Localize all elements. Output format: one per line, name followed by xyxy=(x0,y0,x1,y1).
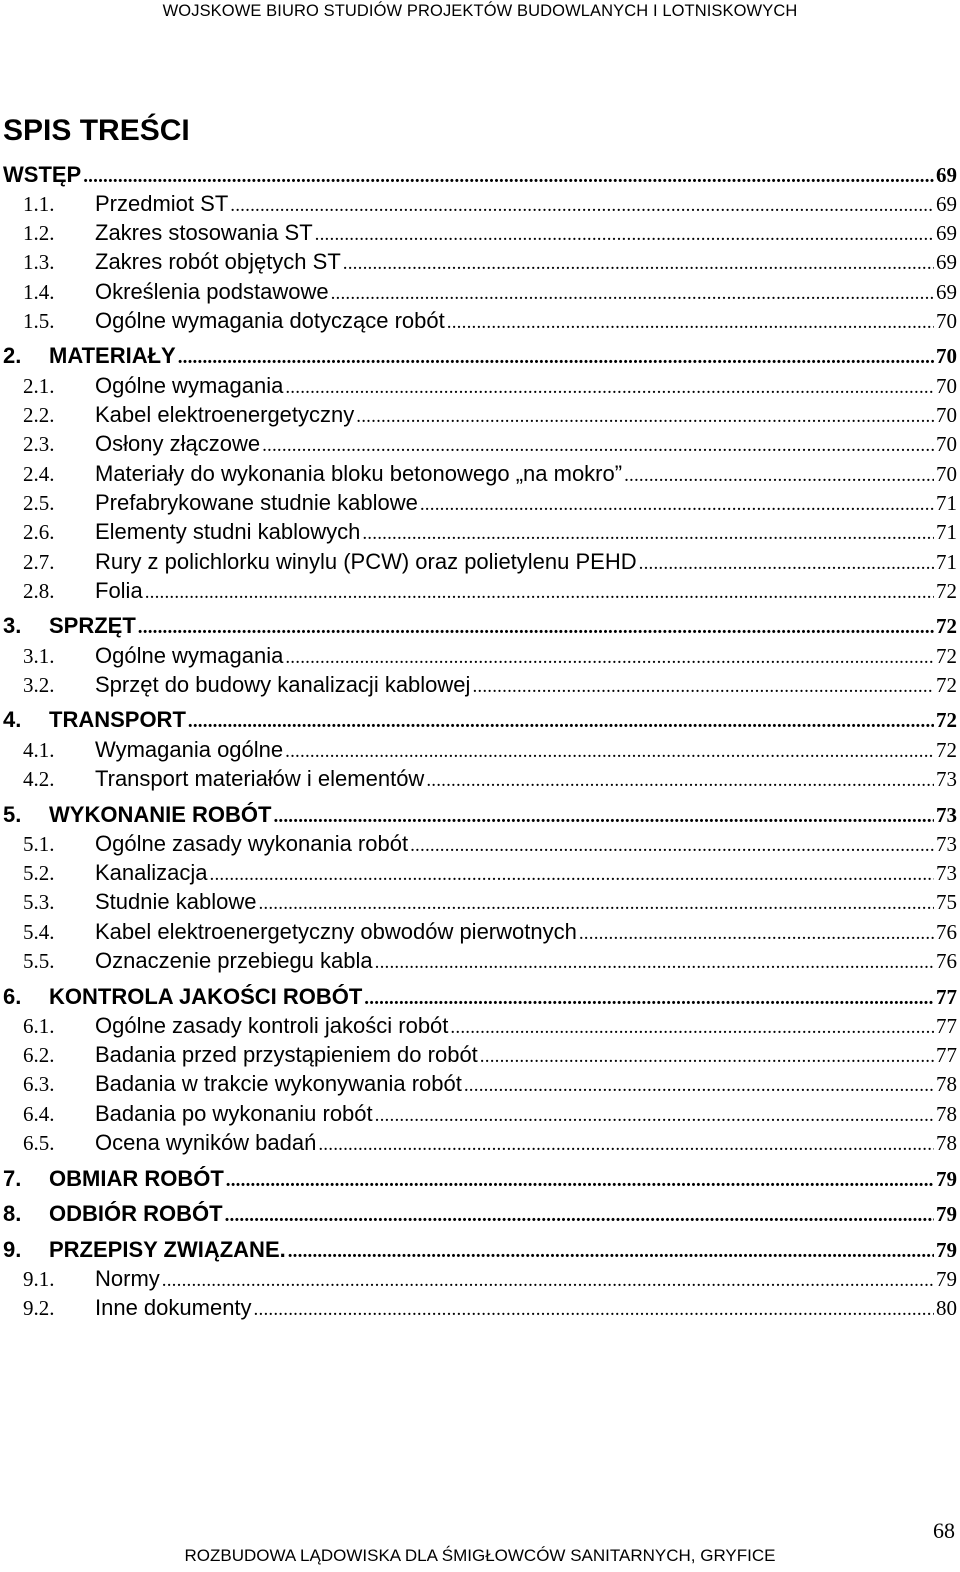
toc-entry-label: Przedmiot ST xyxy=(95,190,229,216)
toc-dot-leader xyxy=(83,166,934,188)
toc-dot-leader xyxy=(288,1241,934,1263)
toc-entry-label: Kabel elektroenergetyczny obwodów pierwotnych xyxy=(95,918,577,944)
toc-entry-label: Oznaczenie przebiegu kabla xyxy=(95,948,373,974)
table-of-contents xyxy=(0,156,960,1325)
toc-entry-label: Ogólne zasady kontroli jakości robót xyxy=(95,1012,449,1038)
toc-dot-leader xyxy=(178,347,934,369)
toc-entry-number: 9. xyxy=(3,1236,22,1262)
toc-dot-leader xyxy=(375,952,934,974)
toc-entry-label: Inne dokumenty xyxy=(95,1295,252,1321)
toc-entry-label: Normy xyxy=(95,1265,160,1291)
toc-entry-label: OBMIAR ROBÓT xyxy=(49,1165,224,1191)
toc-entry-page: 73 xyxy=(936,831,957,856)
toc-entry-label: Zakres robót objętych ST xyxy=(95,249,341,275)
toc-entry-number: 7. xyxy=(3,1165,22,1191)
toc-entry-page: 69 xyxy=(936,191,957,216)
toc-entry[interactable] xyxy=(0,1267,960,1296)
toc-entry-number: 5.4. xyxy=(23,919,55,944)
toc-entry-page: 75 xyxy=(936,890,957,915)
toc-entry-label: Kabel elektroenergetyczny xyxy=(95,402,355,428)
toc-dot-leader xyxy=(426,770,934,792)
toc-dot-leader xyxy=(285,647,934,669)
toc-dot-leader xyxy=(285,741,934,763)
toc-entry-page: 73 xyxy=(936,767,957,792)
toc-entry-label: Ogólne zasady wykonania robót xyxy=(95,830,409,856)
toc-entry-page: 78 xyxy=(936,1131,957,1156)
toc-entry[interactable] xyxy=(0,643,960,672)
toc-dot-leader xyxy=(138,617,934,639)
toc-entry[interactable] xyxy=(0,520,960,549)
toc-entry-label: Osłony złączowe xyxy=(95,431,261,457)
toc-entry[interactable] xyxy=(0,1160,960,1196)
toc-dot-leader xyxy=(331,283,934,305)
toc-dot-leader xyxy=(375,1105,934,1127)
toc-entry-page: 72 xyxy=(936,614,957,639)
toc-entry[interactable] xyxy=(0,919,960,948)
toc-dot-leader xyxy=(480,1046,934,1068)
toc-entry-page: 70 xyxy=(936,373,957,398)
toc-dot-leader xyxy=(226,1170,934,1192)
toc-dot-leader xyxy=(579,923,934,945)
toc-dot-leader xyxy=(254,1299,934,1321)
toc-dot-leader xyxy=(162,1270,934,1292)
toc-entry-number: 2.5. xyxy=(23,490,55,515)
toc-entry-label: Prefabrykowane studnie kablowe xyxy=(95,489,418,515)
toc-entry[interactable] xyxy=(0,309,960,338)
toc-entry-label: Kanalizacja xyxy=(95,860,208,886)
toc-entry-label: Rury z polichlorku winylu (PCW) oraz polietylenu PEHD xyxy=(95,548,637,574)
toc-entry[interactable] xyxy=(0,978,960,1014)
toc-entry-number: 6. xyxy=(3,983,22,1009)
toc-dot-leader xyxy=(450,1017,934,1039)
toc-entry-number: 2.2. xyxy=(23,403,55,428)
toc-dot-leader xyxy=(343,253,934,275)
toc-entry-label: Ogólne wymagania xyxy=(95,372,284,398)
toc-entry-label: Ogólne wymagania xyxy=(95,642,284,668)
toc-entry-number: 3.1. xyxy=(23,643,55,668)
toc-entry-number: 1.5. xyxy=(23,308,55,333)
toc-entry[interactable] xyxy=(0,432,960,461)
toc-entry[interactable] xyxy=(0,1043,960,1072)
toc-dot-leader xyxy=(258,893,934,915)
toc-entry-page: 72 xyxy=(936,737,957,762)
toc-entry-page: 71 xyxy=(936,520,957,545)
toc-entry-label: Transport materiałów i elementów xyxy=(95,766,425,792)
toc-entry-page: 70 xyxy=(936,461,957,486)
toc-dot-leader xyxy=(315,224,934,246)
toc-entry-number: 5.3. xyxy=(23,890,55,915)
toc-entry[interactable] xyxy=(0,338,960,374)
toc-entry-label: MATERIAŁY xyxy=(49,343,176,369)
toc-entry[interactable] xyxy=(0,192,960,221)
toc-entry[interactable] xyxy=(0,1072,960,1101)
toc-entry-number: 9.1. xyxy=(23,1266,55,1291)
toc-entry-number: 9.2. xyxy=(23,1296,55,1321)
toc-entry-label: TRANSPORT xyxy=(49,707,186,733)
toc-entry-number: 2.8. xyxy=(23,578,55,603)
toc-entry-number: 2. xyxy=(3,343,22,369)
toc-entry-number: 4.1. xyxy=(23,737,55,762)
toc-entry-page: 79 xyxy=(936,1237,957,1262)
toc-entry[interactable] xyxy=(0,1014,960,1043)
toc-entry-number: 2.7. xyxy=(23,549,55,574)
toc-dot-leader xyxy=(230,195,934,217)
toc-entry-number: 1.1. xyxy=(23,191,55,216)
toc-entry[interactable] xyxy=(0,949,960,978)
toc-dot-leader xyxy=(447,312,934,334)
toc-entry-label: Badania w trakcie wykonywania robót xyxy=(95,1071,462,1097)
toc-entry-label: Wymagania ogólne xyxy=(95,736,284,762)
toc-entry-label: KONTROLA JAKOŚCI ROBÓT xyxy=(49,983,363,1009)
toc-entry-label: Materiały do wykonania bloku betonowego „na mokro” xyxy=(95,460,623,486)
toc-entry[interactable] xyxy=(0,156,960,192)
toc-entry-number: 4. xyxy=(3,707,22,733)
toc-entry-page: 79 xyxy=(936,1202,957,1227)
toc-entry-number: 2.1. xyxy=(23,373,55,398)
toc-entry-label: Studnie kablowe xyxy=(95,889,257,915)
toc-entry[interactable] xyxy=(0,702,960,738)
toc-entry-label: Folia xyxy=(95,577,143,603)
toc-entry-label: Badania przed przystąpieniem do robót xyxy=(95,1042,478,1068)
toc-dot-leader xyxy=(362,523,934,545)
toc-entry-label: Określenia podstawowe xyxy=(95,278,329,304)
toc-entry-label: Ocena wyników badań xyxy=(95,1130,317,1156)
toc-entry-number: 5. xyxy=(3,801,22,827)
toc-entry-number: 5.1. xyxy=(23,831,55,856)
toc-entry-page: 70 xyxy=(936,344,957,369)
toc-entry-number: 6.5. xyxy=(23,1131,55,1156)
toc-entry-number: 2.4. xyxy=(23,461,55,486)
toc-dot-leader xyxy=(624,465,934,487)
toc-entry[interactable] xyxy=(0,608,960,644)
toc-entry-number: 1.2. xyxy=(23,221,55,246)
toc-entry-number: 2.6. xyxy=(23,520,55,545)
toc-entry-number: 1.4. xyxy=(23,279,55,304)
toc-entry-page: 77 xyxy=(936,1013,957,1038)
toc-entry[interactable] xyxy=(0,673,960,702)
toc-entry[interactable] xyxy=(0,832,960,861)
toc-dot-leader xyxy=(420,494,934,516)
page-header: WOJSKOWE BIURO STUDIÓW PROJEKTÓW BUDOWLANYCH I LOTNISKOWYCH xyxy=(162,2,798,20)
toc-entry-label: Ogólne wymagania dotyczące robót xyxy=(95,307,445,333)
toc-entry[interactable] xyxy=(0,861,960,890)
toc-entry-page: 73 xyxy=(936,861,957,886)
toc-entry[interactable] xyxy=(0,549,960,578)
toc-entry-page: 72 xyxy=(936,578,957,603)
toc-entry[interactable] xyxy=(0,279,960,308)
toc-entry-number: 3.2. xyxy=(23,672,55,697)
toc-entry-page: 80 xyxy=(936,1296,957,1321)
toc-entry-page: 70 xyxy=(936,403,957,428)
toc-entry-number: 5.2. xyxy=(23,861,55,886)
toc-entry-label: ODBIÓR ROBÓT xyxy=(49,1201,223,1227)
toc-entry-page: 69 xyxy=(936,250,957,275)
toc-entry-label: Badania po wykonaniu robót xyxy=(95,1100,373,1126)
toc-entry-page: 76 xyxy=(936,919,957,944)
toc-entry-page: 69 xyxy=(936,221,957,246)
toc-dot-leader xyxy=(472,676,934,698)
toc-entry-page: 76 xyxy=(936,949,957,974)
toc-entry-label: Sprzęt do budowy kanalizacji kablowej xyxy=(95,671,471,697)
toc-dot-leader xyxy=(364,988,934,1010)
toc-entry-number: 6.4. xyxy=(23,1101,55,1126)
toc-entry-page: 72 xyxy=(936,672,957,697)
toc-entry-number: 6.1. xyxy=(23,1013,55,1038)
toc-entry[interactable] xyxy=(0,1101,960,1130)
toc-dot-leader xyxy=(262,435,934,457)
toc-entry-page: 78 xyxy=(936,1072,957,1097)
toc-entry-page: 70 xyxy=(936,308,957,333)
toc-entry-number: 4.2. xyxy=(23,767,55,792)
toc-entry-number: 8. xyxy=(3,1201,22,1227)
toc-entry[interactable] xyxy=(0,1231,960,1267)
toc-entry-number: 6.3. xyxy=(23,1072,55,1097)
toc-entry[interactable] xyxy=(0,250,960,279)
toc-entry[interactable] xyxy=(0,1196,960,1232)
toc-dot-leader xyxy=(210,864,934,886)
toc-dot-leader xyxy=(225,1205,934,1227)
toc-dot-leader xyxy=(188,711,934,733)
toc-entry-page: 71 xyxy=(936,490,957,515)
toc-dot-leader xyxy=(145,582,934,604)
toc-entry-label: SPRZĘT xyxy=(49,613,136,639)
toc-entry[interactable] xyxy=(0,461,960,490)
toc-entry-number: 3. xyxy=(3,613,22,639)
toc-entry-number: 6.2. xyxy=(23,1043,55,1068)
toc-entry-label: PRZEPISY ZWIĄZANE. xyxy=(49,1236,286,1262)
toc-entry-number: 5.5. xyxy=(23,949,55,974)
toc-entry[interactable] xyxy=(0,767,960,796)
page-title: SPIS TREŚCI xyxy=(3,114,190,147)
toc-entry-page: 79 xyxy=(936,1266,957,1291)
toc-entry-page: 71 xyxy=(936,549,957,574)
toc-entry-page: 69 xyxy=(936,162,957,187)
toc-entry[interactable] xyxy=(0,221,960,250)
page-number: 68 xyxy=(933,1518,955,1543)
toc-entry[interactable] xyxy=(0,579,960,608)
toc-entry[interactable] xyxy=(0,491,960,520)
toc-entry-label: Elementy studni kablowych xyxy=(95,519,361,545)
toc-entry-page: 73 xyxy=(936,802,957,827)
toc-entry-page: 72 xyxy=(936,643,957,668)
toc-entry[interactable] xyxy=(0,890,960,919)
toc-entry-label: WSTĘP xyxy=(3,161,82,187)
toc-entry-page: 69 xyxy=(936,279,957,304)
toc-entry-page: 77 xyxy=(936,984,957,1009)
toc-entry-page: 77 xyxy=(936,1043,957,1068)
toc-entry[interactable] xyxy=(0,796,960,832)
toc-entry-page: 79 xyxy=(936,1166,957,1191)
toc-entry[interactable] xyxy=(0,373,960,402)
toc-dot-leader xyxy=(273,806,934,828)
toc-entry[interactable] xyxy=(0,1131,960,1160)
toc-dot-leader xyxy=(285,377,934,399)
toc-entry[interactable] xyxy=(0,737,960,766)
toc-entry-label: Zakres stosowania ST xyxy=(95,220,313,246)
toc-dot-leader xyxy=(318,1134,934,1156)
toc-entry[interactable] xyxy=(0,403,960,432)
page-footer: ROZBUDOWA LĄDOWISKA DLA ŚMIGŁOWCÓW SANITARNYCH, GRYFICE xyxy=(184,1546,776,1565)
toc-dot-leader xyxy=(356,406,934,428)
toc-entry-page: 72 xyxy=(936,708,957,733)
toc-entry-page: 70 xyxy=(936,432,957,457)
toc-entry-page: 78 xyxy=(936,1101,957,1126)
toc-entry-number: 1.3. xyxy=(23,250,55,275)
toc-entry-number: 2.3. xyxy=(23,432,55,457)
toc-entry-label: WYKONANIE ROBÓT xyxy=(49,801,272,827)
toc-dot-leader xyxy=(639,553,934,575)
toc-dot-leader xyxy=(410,835,934,857)
toc-entry[interactable] xyxy=(0,1296,960,1325)
toc-dot-leader xyxy=(464,1075,934,1097)
